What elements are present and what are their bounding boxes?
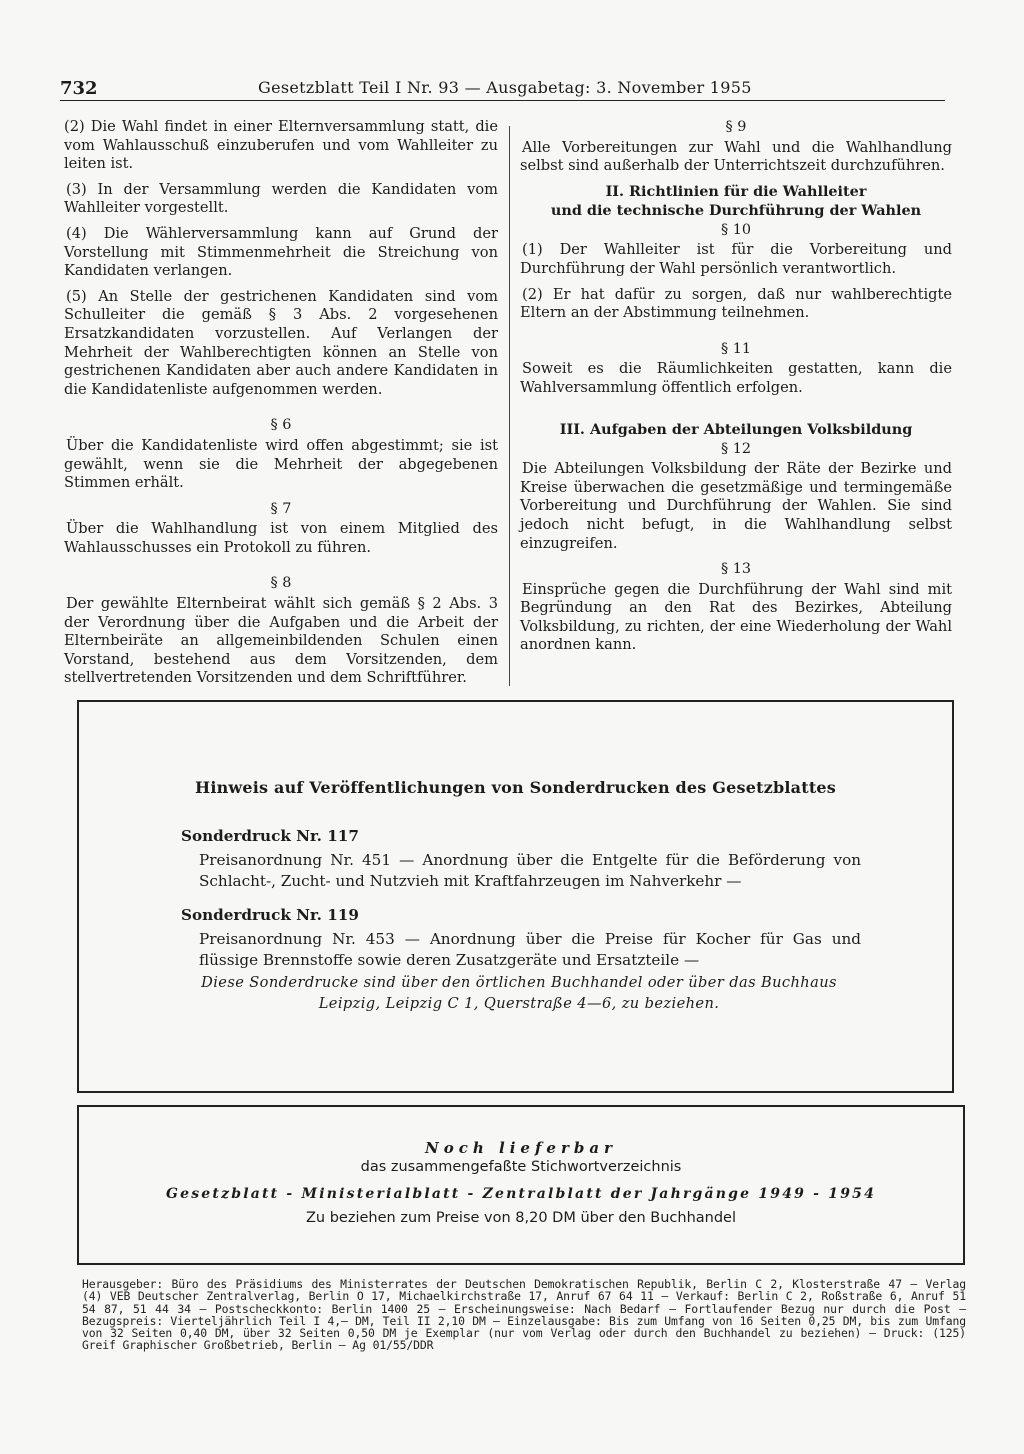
section-11-label: § 11 bbox=[720, 340, 752, 357]
paragraph-4: (4) Die Wählerversammlung kann auf Grund der Vorstellung mit Stimmenmehrheit die Streichung von Kandidaten verlangen. bbox=[64, 224, 498, 280]
column-divider bbox=[509, 126, 510, 686]
index-title: Gesetzblatt - Ministerialblatt - Zentralblatt der Jahrgänge 1949 - 1954 bbox=[165, 1186, 877, 1202]
right-column bbox=[520, 118, 952, 662]
section-7-label: § 7 bbox=[270, 500, 292, 517]
section-8-label: § 8 bbox=[270, 575, 292, 592]
section-7-text: Über die Wahlhandlung ist von einem Mitglied des Wahlausschusses ein Protokoll zu führen. bbox=[64, 520, 498, 556]
still-available-heading: Noch lieferbar bbox=[425, 1139, 617, 1157]
index-price: Zu beziehen zum Preise von 8,20 DM über den Buchhandel bbox=[306, 1210, 736, 1226]
chapter-3-heading: III. Aufgaben der Abteilungen Volksbildung bbox=[559, 420, 913, 438]
notice-note-line2: Leipzig, Leipzig C 1, Querstraße 4—6, zu beziehen. bbox=[318, 995, 720, 1012]
page-number: 732 bbox=[60, 78, 98, 99]
section-6-text: Über die Kandidatenliste wird offen abgestimmt; sie ist gewählt, wenn sie die Mehrheit der abgegebenen Stimmen erhält. bbox=[64, 436, 498, 492]
still-available-box bbox=[77, 1105, 965, 1265]
section-9-text: Alle Vorbereitungen zur Wahl und die Wahlhandlung selbst sind außerhalb der Unterrichtszeit durchzuführen. bbox=[520, 138, 952, 175]
paragraph-5: (5) An Stelle der gestrichenen Kandidaten sind vom Schulleiter die gemäß § 3 Abs. 2 vorgesehenen Ersatzkandidaten vorzustellen. Auf Verlangen der Mehrheit der Wahlberechtigten können an Stelle von gestrichenen Kandidaten aber auch andere Kandidaten in die Kandidatenliste aufgenommen werden. bbox=[64, 287, 498, 398]
special-prints-notice-box bbox=[77, 700, 954, 1093]
special-print-119 bbox=[181, 905, 861, 971]
section-8-text: Der gewählte Elternbeirat wählt sich gemäß § 2 Abs. 3 der Verordnung über die Aufgaben und die Arbeit der Elternbeiräte an allgemeinbildenden Schulen einen Vorstand, bestehend aus dem Vorsitzenden, dem stellvertretenden Vorsitzenden und dem Schriftführer. bbox=[64, 595, 498, 687]
special-print-119-label: Sonderdruck Nr. 119 bbox=[181, 906, 359, 924]
paragraph-2: (2) Die Wahl findet in einer Elternversammlung statt, die vom Wahlausschuß einzuberufen und vom Wahlleiter zu leiten ist. bbox=[64, 118, 498, 173]
section-10-paragraph-2: (2) Er hat dafür zu sorgen, daß nur wahlberechtigte Eltern an der Abstimmung teilnehmen. bbox=[520, 285, 952, 322]
notice-note-line1: Diese Sonderdrucke sind über den örtlichen Buchhandel oder über das Buchhaus bbox=[201, 974, 837, 991]
section-6-label: § 6 bbox=[270, 417, 292, 434]
section-9-label: § 9 bbox=[725, 119, 747, 135]
notice-note bbox=[169, 972, 869, 1014]
section-13-text: Einsprüche gegen die Durchführung der Wahl sind mit Begründung an den Rat des Bezirkes, Abteilung Volksbildung, zu richten, der eine Wiederholung der Wahl anordnen kann. bbox=[520, 580, 952, 654]
special-print-117-text: Preisanordnung Nr. 451 — Anordnung über die Entgelte für die Beförderung von Schlacht-, Zucht- und Nutzvieh mit Kraftfahrzeugen im Nahverkehr — bbox=[199, 851, 861, 890]
chapter-2-heading-line1: II. Richtlinien für die Wahlleiter bbox=[605, 182, 867, 200]
section-11-text: Soweit es die Räumlichkeiten gestatten, kann die Wahlversammlung öffentlich erfolgen. bbox=[520, 360, 952, 396]
section-13-label: § 13 bbox=[720, 561, 752, 578]
section-12-label: § 12 bbox=[720, 440, 752, 457]
special-print-117 bbox=[181, 826, 861, 892]
page-header bbox=[60, 76, 945, 101]
section-10-paragraph-1: (1) Der Wahlleiter ist für die Vorbereitung und Durchführung der Wahl persönlich verantwortlich. bbox=[520, 241, 952, 277]
left-column bbox=[64, 118, 498, 695]
imprint: Herausgeber: Büro des Präsidiums des Ministerrates der Deutschen Demokratischen Republik, Berlin C 2, Klosterstraße 47 — Verlag (4) VEB Deutscher Zentralverlag, Berlin O 17, Michaelkirchstraße 17, Anruf 67 64 11 — Verkauf: Berlin C 2, Roßstraße 6, Anruf 51 54 87, 51 44 34 — Postscheckkonto: Berlin 1400 25 — Erscheinungsweise: Nach Bedarf — Fortlaufender Bezug nur durch die Post — Bezugspreis: Vierteljährlich Teil I 4,— DM, Teil II 2,10 DM — Einzelausgabe: Bis zum Umfang von 16 Seiten 0,25 DM, bis zum Umfang von 32 Seiten 0,40 DM, über 32 Seiten 0,50 DM je Exemplar (nur vom Verlag oder durch den Buchhandel zu beziehen) — Druck: (125) Greif Graphischer Großbetrieb, Berlin — Ag 01/55/DDR bbox=[82, 1277, 966, 1353]
special-print-117-label: Sonderdruck Nr. 117 bbox=[181, 827, 359, 845]
paragraph-3: (3) In der Versammlung werden die Kandidaten vom Wahlleiter vorgestellt. bbox=[64, 180, 498, 217]
notice-title: Hinweis auf Veröffentlichungen von Sonderdrucken des Gesetzblattes bbox=[195, 778, 836, 797]
index-description: das zusammengefaßte Stichwortverzeichnis bbox=[360, 1159, 682, 1175]
chapter-2-heading-line2: und die technische Durchführung der Wahlen bbox=[550, 201, 922, 219]
section-12-text: Die Abteilungen Volksbildung der Räte der Bezirke und Kreise überwachen die gesetzmäßige und termingemäße Vorbereitung und Durchführung der Wahlen. Sie sind jedoch nicht befugt, in die Wahlhandlung selbst einzugreifen. bbox=[520, 460, 952, 552]
page-header-title: Gesetzblatt Teil I Nr. 93 — Ausgabetag: 3. November 1955 bbox=[258, 78, 752, 97]
section-10-label: § 10 bbox=[720, 221, 752, 238]
special-print-119-text: Preisanordnung Nr. 453 — Anordnung über die Preise für Kocher für Gas und flüssige Brennstoffe sowie deren Zusatzgeräte und Ersatzteile — bbox=[199, 930, 861, 969]
